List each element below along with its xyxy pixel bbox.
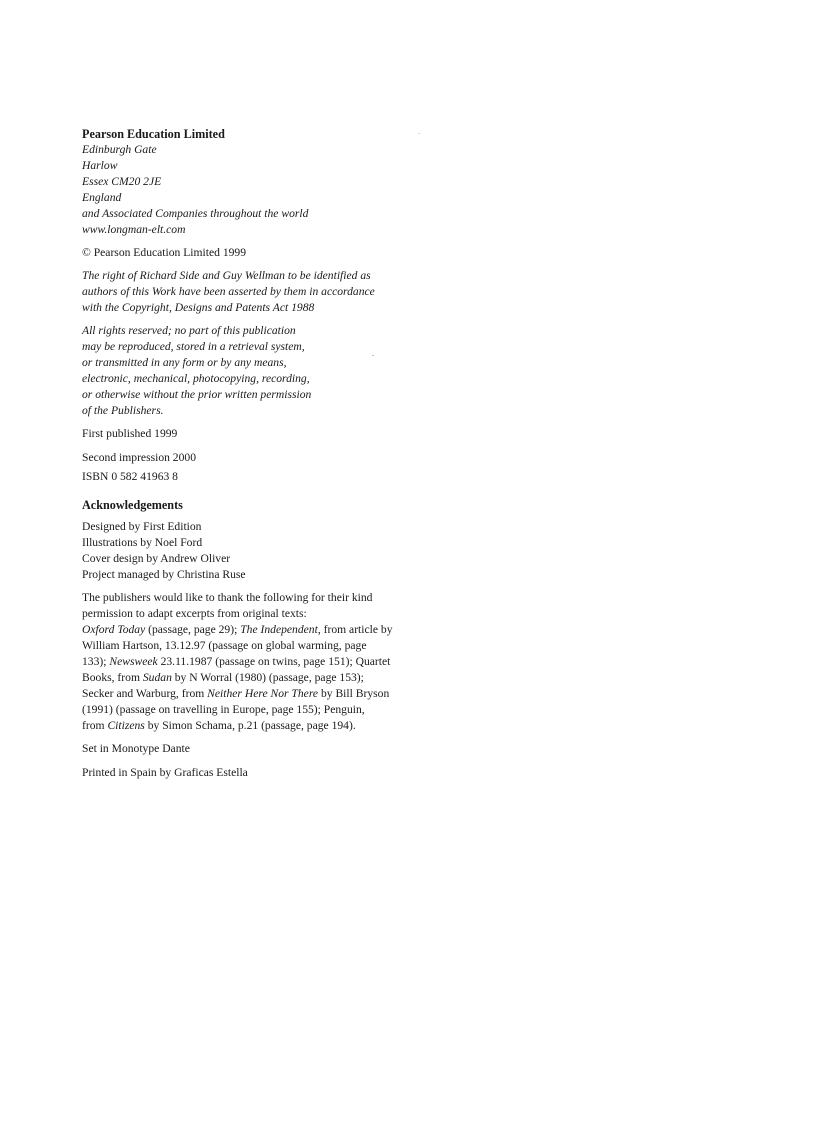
source-line-3 (82, 654, 422, 670)
copyright-line: © Pearson Education Limited 1999 (82, 246, 247, 259)
source-title: Oxford Today (82, 623, 146, 636)
website: www.longman-elt.com (82, 223, 186, 236)
copyright-page (82, 126, 422, 788)
rights-line-2: may be reproduced, stored in a retrieval system, (82, 340, 305, 353)
source-text: from (82, 719, 108, 732)
source-text: by Simon Schama, p.21 (passage, page 194). (144, 719, 356, 732)
moral-rights-line-1: The right of Richard Side and Guy Wellman to be identified as (82, 269, 371, 282)
printer-note (82, 765, 422, 781)
source-text: by N Worral (1980) (passage, page 153); (171, 671, 364, 684)
permissions-paragraph (82, 590, 422, 734)
publisher-name: Pearson Education Limited (82, 127, 225, 141)
rights-line-5: or otherwise without the prior written permission (82, 388, 312, 401)
source-title: Citizens (107, 719, 145, 732)
source-line-7 (82, 718, 422, 734)
source-line-2: William Hartson, 13.12.97 (passage on global warming, page (82, 639, 367, 652)
acknowledgements-block (82, 497, 422, 583)
source-text: Books, from (82, 671, 143, 684)
moral-rights-line-2: authors of this Work have been asserted by them in accordance (82, 285, 375, 298)
source-text: Secker and Warburg, from (82, 687, 208, 700)
associated-companies: and Associated Companies throughout the world (82, 207, 309, 220)
printer-line: Printed in Spain by Graficas Estella (82, 766, 248, 779)
source-line-5 (82, 686, 422, 702)
address-line-1: Edinburgh Gate (82, 143, 157, 156)
address-line-3: Essex CM20 2JE (82, 175, 162, 188)
moral-rights-line-3: with the Copyright, Designs and Patents Act 1988 (82, 301, 315, 314)
source-text: (passage, page 29); (145, 623, 241, 636)
source-title: Neither Here Nor There (207, 687, 319, 700)
publisher-block (82, 126, 422, 238)
first-published (82, 426, 422, 442)
permissions-intro-1: The publishers would like to thank the following for their kind (82, 591, 373, 604)
permissions-intro-2: permission to adapt excerpts from original texts: (82, 607, 307, 620)
scan-speck (372, 355, 374, 356)
impression-isbn (82, 450, 422, 485)
second-impression-line: Second impression 2000 (82, 451, 196, 464)
source-text: by Bill Bryson (318, 687, 390, 700)
moral-rights (82, 268, 422, 316)
isbn-line: ISBN 0 582 41963 8 (82, 470, 178, 483)
rights-line-1: All rights reserved; no part of this publication (82, 324, 296, 337)
credit-line-2: Illustrations by Noel Ford (82, 536, 203, 549)
source-text: , from article by (317, 623, 393, 636)
first-published-line: First published 1999 (82, 427, 178, 440)
address-line-4: England (82, 191, 122, 204)
source-line-6: (1991) (passage on travelling in Europe, page 155); Penguin, (82, 703, 365, 716)
copyright-notice (82, 245, 422, 261)
scan-speck (418, 133, 420, 134)
acknowledgements-heading: Acknowledgements (82, 498, 183, 512)
source-text: 23.11.1987 (passage on twins, page 151); Quartet (157, 655, 391, 668)
address-line-2: Harlow (82, 159, 118, 172)
rights-line-4: electronic, mechanical, photocopying, recording, (82, 372, 310, 385)
source-line-4 (82, 670, 422, 686)
rights-line-6: of the Publishers. (82, 404, 164, 417)
credit-line-4: Project managed by Christina Ruse (82, 568, 246, 581)
credit-line-3: Cover design by Andrew Oliver (82, 552, 231, 565)
source-line-1 (82, 622, 422, 638)
source-title: Newsweek (109, 655, 158, 668)
source-title: The Independent (240, 623, 318, 636)
rights-line-3: or transmitted in any form or by any means, (82, 356, 287, 369)
typeface-line: Set in Monotype Dante (82, 742, 190, 755)
typeface-note (82, 741, 422, 757)
rights-reserved (82, 323, 422, 419)
credit-line-1: Designed by First Edition (82, 520, 202, 533)
source-text: 133); (82, 655, 110, 668)
source-title: Sudan (142, 671, 172, 684)
